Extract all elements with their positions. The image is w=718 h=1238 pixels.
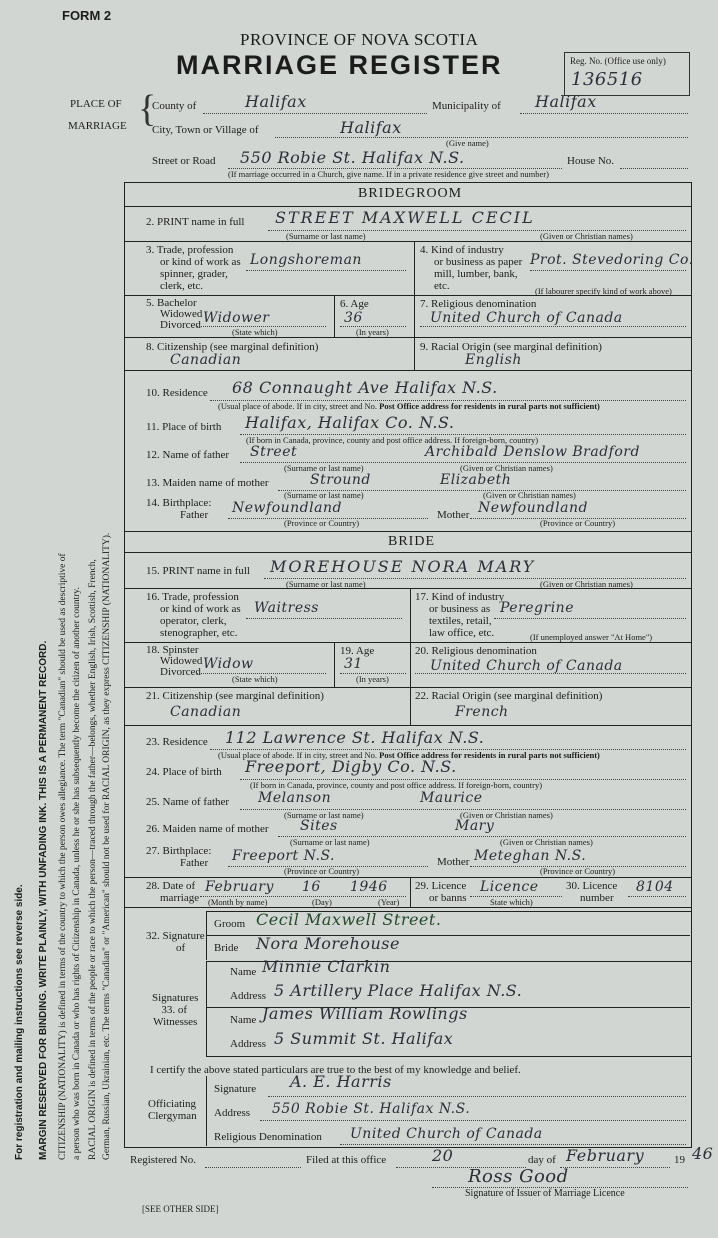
groom-father-given: Archibald Denslow Bradford — [425, 444, 640, 460]
see-other-side: [SEE OTHER SIDE] — [142, 1204, 219, 1214]
bride-residence: 112 Lawrence St. Halifax N.S. — [225, 728, 485, 747]
municipality-value: Halifax — [535, 92, 597, 111]
registered-no-label: Registered No. — [130, 1154, 196, 1166]
issuer-label: Signature of Issuer of Marriage Licence — [465, 1188, 625, 1199]
groom-religion: United Church of Canada — [430, 310, 623, 326]
f8-label: 8. Citizenship (see marginal definition) — [146, 341, 319, 353]
clergy-denomination: United Church of Canada — [350, 1126, 543, 1142]
f4-note: (If labourer specify kind of work above) — [535, 286, 672, 296]
street-note: (If marriage occurred in a Church, give name. If in a private residence give street and number) — [228, 169, 549, 179]
groom-citizenship: Canadian — [170, 352, 242, 368]
issuer-signature: Ross Good — [468, 1166, 569, 1187]
groom-occupation: Longshoreman — [250, 252, 362, 268]
f29-note: State which) — [490, 897, 533, 907]
province-heading: PROVINCE OF NOVA SCOTIA — [240, 30, 479, 49]
bride-industry: Peregrine — [500, 600, 574, 616]
certify-statement: I certify the above stated particulars are true to the best of my knowledge and belief. — [150, 1064, 521, 1076]
filed-label: Filed at this office — [306, 1154, 387, 1166]
w2-addr-label: Address — [230, 1038, 267, 1050]
bride-father-birthplace: Freeport N.S. — [232, 848, 335, 864]
f13-note-right: (Given or Christian names) — [483, 490, 576, 500]
f12-label: 12. Name of father — [146, 449, 230, 461]
marriage-month: February — [205, 879, 274, 895]
w2-name-label: Name — [230, 1014, 257, 1026]
licence-number: 8104 — [636, 879, 674, 895]
bride-occupation: Waitress — [254, 600, 319, 616]
clergy-denom-label: Religious Denomination — [214, 1131, 322, 1143]
marriage-day: 16 — [302, 879, 321, 895]
groom-mother-birthplace: Newfoundland — [478, 500, 588, 516]
city-value: Halifax — [340, 118, 402, 137]
f2-label: 2. PRINT name in full — [146, 216, 245, 228]
w1-name-label: Name — [230, 966, 257, 978]
groom-signature: Cecil Maxwell Street. — [256, 910, 442, 929]
groom-age: 36 — [344, 310, 363, 326]
f25-label: 25. Name of father — [146, 796, 230, 808]
f18-note: (State which) — [232, 674, 278, 684]
filed-year-prefix: 19 — [674, 1154, 685, 1166]
f20-label: 20. Religious denomination — [415, 645, 537, 657]
f11-note: (If born in Canada, province, county and post office address. If foreign-born, country) — [246, 435, 539, 445]
f30-label: 30. Licence number — [566, 880, 618, 904]
f28-note-day: (Day) — [312, 897, 332, 907]
filed-month: February — [566, 1146, 645, 1165]
bride-mother-surname: Sites — [300, 818, 338, 834]
f7-label: 7. Religious denomination — [420, 298, 537, 310]
f2-note-left: (Surname or last name) — [286, 231, 366, 241]
witness-1-name: Minnie Clarkin — [262, 957, 391, 976]
page-title: MARRIAGE REGISTER — [176, 50, 503, 80]
f32-label: 32. Signature of — [146, 930, 205, 954]
f28-note-year: (Year) — [378, 897, 400, 907]
f16-label: 16. Trade, profession or kind of work as operator, clerk, stenographer, etc. — [146, 591, 241, 639]
groom-father-surname: Street — [250, 444, 298, 460]
f26-note-right: (Given or Christian names) — [500, 837, 593, 847]
groom-birthplace: Halifax, Halifax Co. N.S. — [245, 413, 455, 432]
clergy-signature: A. E. Harris — [290, 1072, 392, 1091]
groom-mother-given: Elizabeth — [440, 472, 512, 488]
f12-note-left: (Surname or last name) — [284, 463, 364, 473]
f6-label: 6. Age — [340, 298, 369, 310]
f17-label: 17. Kind of industry or business as textiles, retail, law office, etc. — [415, 591, 505, 639]
f14-mother-label: Mother — [437, 509, 470, 521]
place-label-1: PLACE OF — [70, 98, 122, 110]
bride-mother-given: Mary — [455, 818, 495, 834]
f14-note-right: (Province or Country) — [540, 518, 616, 528]
f5-note: (State which) — [232, 327, 278, 337]
f23-note: (Usual place of abode. If in city, street and No. Post Office address for residents in rural parts not sufficient) — [218, 750, 600, 760]
city-label: City, Town or Village of — [152, 124, 259, 136]
f14-note-left: (Province or Country) — [284, 518, 360, 528]
city-note: (Give name) — [446, 138, 489, 148]
reg-no-box — [564, 52, 690, 96]
reg-no-value: 136516 — [571, 69, 643, 90]
witness-2-address: 5 Summit St. Halifax — [274, 1029, 454, 1048]
licence-or-banns: Licence — [480, 879, 539, 895]
bride-sig-label: Bride — [214, 942, 239, 954]
form-label: FORM 2 — [62, 8, 112, 23]
house-label: House No. — [567, 155, 615, 167]
clergy-addr-label: Address — [214, 1107, 251, 1119]
bride-citizenship: Canadian — [170, 704, 242, 720]
f22-label: 22. Racial Origin (see marginal definition) — [415, 690, 603, 702]
f25-note-right: (Given or Christian names) — [460, 810, 553, 820]
marriage-year: 1946 — [350, 879, 388, 895]
bride-age: 31 — [344, 656, 363, 672]
f15-note-left: (Surname or last name) — [286, 579, 366, 589]
f27-mother-label: Mother — [437, 856, 470, 868]
groom-marital-status: Widower — [203, 310, 270, 326]
clergy-sig-label: Signature — [214, 1083, 257, 1095]
f15-note-right: (Given or Christian names) — [540, 579, 633, 589]
groom-full-name: STREET MAXWELL CECIL — [275, 208, 535, 227]
margin-line-3: CITIZENSHIP (NATIONALITY) is defined in terms of the country to which the person owes allegiance. The term "Canadian" should be used as descriptive of — [58, 553, 68, 1160]
f11-label: 11. Place of birth — [146, 421, 222, 433]
groom-residence: 68 Connaught Ave Halifax N.S. — [232, 378, 498, 397]
f27-note-left: (Province or Country) — [284, 866, 360, 876]
f13-note-left: (Surname or last name) — [284, 490, 364, 500]
filed-year-suffix: 46 — [692, 1144, 714, 1163]
municipality-label: Municipality of — [432, 100, 501, 112]
f27-label: 27. Birthplace: Father — [146, 845, 212, 869]
county-value: Halifax — [245, 92, 307, 111]
place-label-2: MARRIAGE — [68, 120, 127, 132]
witness-1-address: 5 Artillery Place Halifax N.S. — [274, 981, 523, 1000]
f28-note-month: (Month by name) — [208, 897, 268, 907]
w1-addr-label: Address — [230, 990, 267, 1002]
margin-line-1: For registration and mailing instructions see reverse side. — [14, 884, 25, 1160]
county-label: County of — [152, 100, 197, 112]
f10-label: 10. Residence — [146, 387, 208, 399]
f29-label: 29. Licence or banns — [415, 880, 467, 904]
bride-signature: Nora Morehouse — [256, 934, 400, 953]
groom-industry: Prot. Stevedoring Co. — [530, 252, 694, 268]
groom-sig-label: Groom — [214, 918, 246, 930]
bride-full-name: MOREHOUSE NORA MARY — [270, 557, 536, 576]
margin-line-6: German, Russian, Ukrainian, etc. The terms "Canadian" or "American" should not be used for RACIAL ORIGIN, as they express CITIZENSHIP (NATIONALITY). — [102, 532, 112, 1160]
f21-label: 21. Citizenship (see marginal definition) — [146, 690, 324, 702]
f9-label: 9. Racial Origin (see marginal definition) — [420, 341, 602, 353]
f3-label: 3. Trade, profession or kind of work as spinner, grader, clerk, etc. — [146, 244, 241, 292]
f25-note-left: (Surname or last name) — [284, 810, 364, 820]
margin-line-4: a person who was born in Canada or who has rights of Citizenship in Canada, unless he or she has subsequently become the citizen of another country. — [72, 587, 82, 1160]
f12-note-right: (Given or Christian names) — [460, 463, 553, 473]
f14-label: 14. Birthplace: Father — [146, 497, 212, 521]
f13-label: 13. Maiden name of mother — [146, 477, 269, 489]
bride-marital-status: Widow — [203, 656, 254, 672]
bride-heading: BRIDE — [388, 534, 435, 549]
f26-note-left: (Surname or last name) — [290, 837, 370, 847]
f33-label: Signatures 33. of Witnesses — [152, 992, 199, 1028]
bridegroom-heading: BRIDEGROOM — [358, 186, 463, 201]
day-of-label: day of — [528, 1154, 556, 1166]
f27-note-right: (Province or Country) — [540, 866, 616, 876]
groom-mother-surname: Stround — [310, 472, 371, 488]
f23-label: 23. Residence — [146, 736, 208, 748]
f28-label: 28. Date of marriage — [146, 880, 200, 904]
groom-racial-origin: English — [465, 352, 522, 368]
reg-no-label: Reg. No. (Office use only) — [570, 56, 666, 66]
f10-note: (Usual place of abode. If in city, street and No. Post Office address for residents in rural parts not sufficient) — [218, 401, 600, 411]
witness-2-name: James William Rowlings — [262, 1004, 468, 1023]
place-brace: { — [138, 88, 157, 130]
bride-mother-birthplace: Meteghan N.S. — [474, 848, 587, 864]
f2-note-right: (Given or Christian names) — [540, 231, 633, 241]
f18-label: 18. Spinster Widowed Divorced — [146, 644, 203, 678]
f4-label: 4. Kind of industry or business as paper mill, lumber, bank, etc. — [420, 244, 523, 292]
f17-note: (If unemployed answer "At Home") — [530, 632, 653, 642]
f15-label: 15. PRINT name in full — [146, 565, 250, 577]
f19-label: 19. Age — [340, 645, 375, 657]
street-value: 550 Robie St. Halifax N.S. — [240, 148, 465, 167]
filed-day: 20 — [432, 1146, 454, 1165]
bride-racial-origin: French — [455, 704, 509, 720]
bride-father-surname: Melanson — [258, 790, 332, 806]
f26-label: 26. Maiden name of mother — [146, 823, 269, 835]
bride-religion: United Church of Canada — [430, 658, 623, 674]
bride-birthplace: Freeport, Digby Co. N.S. — [245, 757, 457, 776]
f5-label: 5. Bachelor Widowed Divorced — [146, 297, 203, 331]
f19-note: (In years) — [356, 674, 389, 684]
f24-note: (If born in Canada, province, county and post office address. If foreign-born, country) — [250, 780, 543, 790]
clergy-label: Officiating Clergyman — [148, 1098, 197, 1122]
f24-label: 24. Place of birth — [146, 766, 222, 778]
street-label: Street or Road — [152, 155, 216, 167]
clergy-address: 550 Robie St. Halifax N.S. — [272, 1101, 471, 1117]
bride-father-given: Maurice — [420, 790, 483, 806]
margin-line-2: MARGIN RESERVED FOR BINDING. WRITE PLAINLY, WITH UNFADING INK. THIS IS A PERMANENT RECORD. — [38, 640, 49, 1160]
groom-father-birthplace: Newfoundland — [232, 500, 342, 516]
margin-line-5: RACIAL ORIGIN is defined in terms of the people or race to which the person—traced through the father—belongs, whether English, Irish, Scottish, French, — [88, 559, 98, 1160]
f6-note: (In years) — [356, 327, 389, 337]
